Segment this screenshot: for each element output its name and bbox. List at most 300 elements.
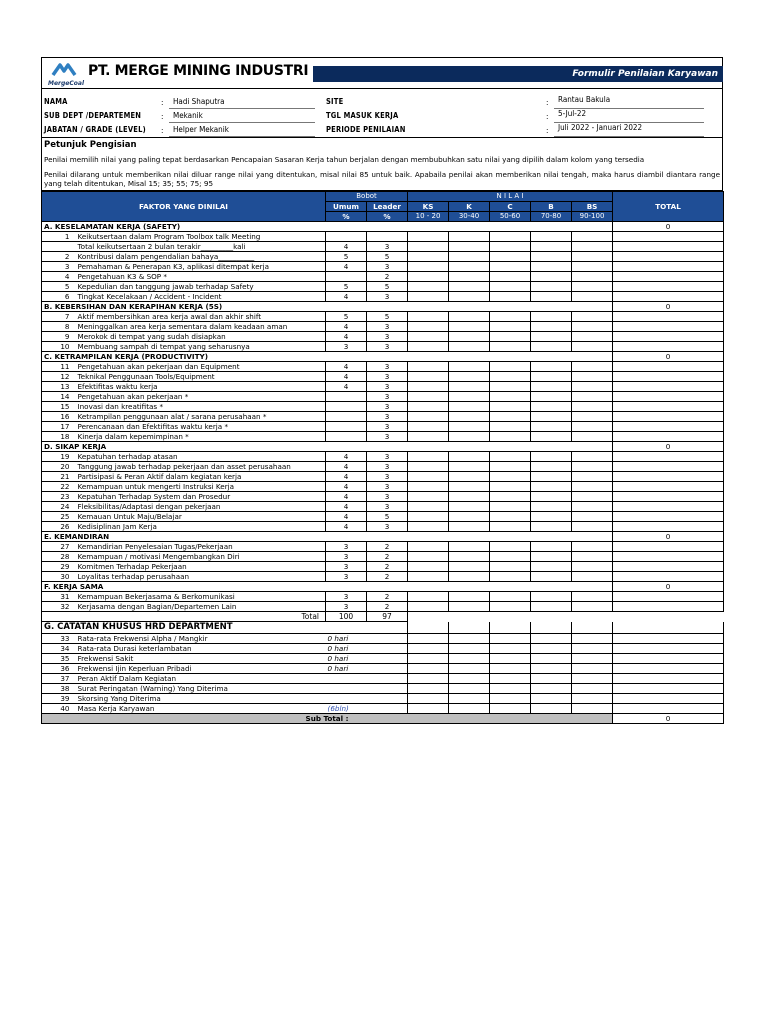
subtotal-row: [42, 714, 724, 724]
bobot-umum: 3: [326, 342, 367, 352]
criteria-row: [42, 232, 724, 242]
section-total: 0: [613, 532, 724, 542]
hrd-score-cell-c[interactable]: [490, 684, 531, 694]
hrd-score-cell-b[interactable]: [531, 634, 572, 644]
criteria-row: [42, 242, 724, 252]
section-total: 0: [613, 442, 724, 452]
score-cell-c[interactable]: [490, 562, 531, 572]
hrd-score-cell-ks[interactable]: [408, 704, 449, 714]
hrd-score-cell-ks[interactable]: [408, 634, 449, 644]
score-cell-ks[interactable]: [408, 342, 449, 352]
score-cell-k[interactable]: [449, 542, 490, 552]
score-cell-k[interactable]: [449, 322, 490, 332]
score-cell-c[interactable]: [490, 502, 531, 512]
score-cell-k[interactable]: [449, 512, 490, 522]
score-cell-c[interactable]: [490, 232, 531, 242]
score-cell-bs[interactable]: [572, 252, 613, 262]
score-cell-k[interactable]: [449, 472, 490, 482]
score-cell-k[interactable]: [449, 262, 490, 272]
score-cell-bs[interactable]: [572, 522, 613, 532]
score-cell-bs[interactable]: [572, 342, 613, 352]
criteria-number: 24: [42, 502, 76, 512]
score-cell-ks[interactable]: [408, 572, 449, 582]
svg-text:MergeCoal: MergeCoal: [48, 80, 84, 87]
score-cell-ks[interactable]: [408, 412, 449, 422]
criteria-row: [42, 362, 724, 372]
hrd-note-value: [326, 674, 408, 684]
score-cell-c[interactable]: [490, 422, 531, 432]
score-cell-bs[interactable]: [572, 402, 613, 412]
score-cell-c[interactable]: [490, 322, 531, 332]
score-cell-k[interactable]: [449, 252, 490, 262]
score-cell-c[interactable]: [490, 452, 531, 462]
criteria-row: [42, 272, 724, 282]
hrd-score-cell-c[interactable]: [490, 674, 531, 684]
score-cell-bs[interactable]: [572, 362, 613, 372]
score-cell-c[interactable]: [490, 282, 531, 292]
score-cell-ks[interactable]: [408, 522, 449, 532]
score-cell-b[interactable]: [531, 402, 572, 412]
hrd-score-cell-c[interactable]: [490, 654, 531, 664]
score-cell-k[interactable]: [449, 432, 490, 442]
bobot-umum: 5: [326, 252, 367, 262]
score-cell-b[interactable]: [531, 242, 572, 252]
score-cell-k[interactable]: [449, 282, 490, 292]
score-cell-ks[interactable]: [408, 392, 449, 402]
score-cell-k[interactable]: [449, 412, 490, 422]
hrd-score-cell-c[interactable]: [490, 664, 531, 674]
bobot-umum: [326, 412, 367, 422]
bobot-leader: 3: [367, 382, 408, 392]
score-cell-k[interactable]: [449, 372, 490, 382]
score-cell-ks[interactable]: [408, 312, 449, 322]
score-cell-bs[interactable]: [572, 242, 613, 252]
hrd-score-cell-ks[interactable]: [408, 694, 449, 704]
score-cell-c[interactable]: [490, 362, 531, 372]
criteria-text: Pengetahuan akan pekerjaan *: [76, 392, 326, 402]
hrd-score-cell-ks[interactable]: [408, 654, 449, 664]
score-cell-ks[interactable]: [408, 502, 449, 512]
score-cell-b[interactable]: [531, 422, 572, 432]
score-cell-k[interactable]: [449, 522, 490, 532]
score-cell-c[interactable]: [490, 342, 531, 352]
criteria-row: [42, 562, 724, 572]
hrd-score-cell-c[interactable]: [490, 704, 531, 714]
score-cell-bs[interactable]: [572, 282, 613, 292]
score-cell-b[interactable]: [531, 482, 572, 492]
hrd-score-cell-b[interactable]: [531, 664, 572, 674]
score-cell-k[interactable]: [449, 232, 490, 242]
hrd-note-row: [42, 664, 724, 674]
criteria-row: [42, 432, 724, 442]
score-cell-ks[interactable]: [408, 462, 449, 472]
score-cell-k[interactable]: [449, 492, 490, 502]
score-cell-b[interactable]: [531, 232, 572, 242]
hrd-score-cell-c[interactable]: [490, 644, 531, 654]
hrd-score-cell-bs[interactable]: [572, 674, 613, 684]
score-cell-ks[interactable]: [408, 402, 449, 412]
jabatan-value: Helper Mekanik: [173, 125, 229, 134]
score-cell-bs[interactable]: [572, 262, 613, 272]
score-cell-k[interactable]: [449, 602, 490, 612]
bobot-umum: 4: [326, 372, 367, 382]
criteria-row: [42, 312, 724, 322]
score-cell-ks[interactable]: [408, 362, 449, 372]
score-cell-bs[interactable]: [572, 492, 613, 502]
score-cell-b[interactable]: [531, 362, 572, 372]
criteria-text: Efektifitas waktu kerja: [76, 382, 326, 392]
row-total-cell: [613, 462, 724, 472]
criteria-text: Keikutsertaan dalam Program Toolbox talk Meeting: [76, 232, 326, 242]
criteria-text: Membuang sampah di tempat yang seharusnya: [76, 342, 326, 352]
score-cell-k[interactable]: [449, 552, 490, 562]
score-cell-c[interactable]: [490, 522, 531, 532]
umum-header: Umum: [326, 202, 367, 212]
score-cell-bs[interactable]: [572, 292, 613, 302]
hrd-score-cell-k[interactable]: [449, 644, 490, 654]
score-cell-ks[interactable]: [408, 232, 449, 242]
score-cell-b[interactable]: [531, 382, 572, 392]
hrd-score-cell-ks[interactable]: [408, 684, 449, 694]
nilai-header: N I L A I: [408, 192, 613, 202]
hrd-score-cell-c[interactable]: [490, 694, 531, 704]
score-cell-ks[interactable]: [408, 322, 449, 332]
criteria-number: 6: [42, 292, 76, 302]
score-cell-bs[interactable]: [572, 452, 613, 462]
hrd-total-cell: [613, 664, 724, 674]
row-total-cell: [613, 282, 724, 292]
score-cell-c[interactable]: [490, 332, 531, 342]
bobot-umum: 4: [326, 502, 367, 512]
score-cell-ks[interactable]: [408, 482, 449, 492]
score-cell-b[interactable]: [531, 452, 572, 462]
score-cell-bs[interactable]: [572, 602, 613, 612]
score-cell-bs[interactable]: [572, 372, 613, 382]
criteria-number: 22: [42, 482, 76, 492]
score-cell-b[interactable]: [531, 432, 572, 442]
score-cell-k[interactable]: [449, 382, 490, 392]
nama-value: Hadi Shaputra: [173, 97, 225, 106]
criteria-row: [42, 592, 724, 602]
bobot-umum: 4: [326, 382, 367, 392]
score-cell-c[interactable]: [490, 292, 531, 302]
score-cell-k[interactable]: [449, 592, 490, 602]
score-cell-c[interactable]: [490, 492, 531, 502]
score-cell-bs[interactable]: [572, 502, 613, 512]
score-cell-b[interactable]: [531, 282, 572, 292]
score-cell-c[interactable]: [490, 542, 531, 552]
score-cell-bs[interactable]: [572, 332, 613, 342]
bobot-leader: 3: [367, 492, 408, 502]
hrd-total-cell: [613, 654, 724, 664]
score-cell-c[interactable]: [490, 262, 531, 272]
score-cell-k[interactable]: [449, 242, 490, 252]
score-cell-c[interactable]: [490, 432, 531, 442]
form-title-bar: Formulir Penilaian Karyawan: [313, 66, 723, 82]
criteria-number: 8: [42, 322, 76, 332]
bobot-leader: 2: [367, 572, 408, 582]
section-row: [42, 442, 724, 452]
score-cell-bs[interactable]: [572, 412, 613, 422]
score-cell-bs[interactable]: [572, 392, 613, 402]
criteria-row: [42, 512, 724, 522]
score-cell-ks[interactable]: [408, 452, 449, 462]
section-total: 0: [613, 222, 724, 232]
score-cell-ks[interactable]: [408, 492, 449, 502]
row-total-cell: [613, 382, 724, 392]
score-cell-k[interactable]: [449, 292, 490, 302]
hrd-score-cell-k[interactable]: [449, 654, 490, 664]
bobot-leader: 3: [367, 432, 408, 442]
score-cell-ks[interactable]: [408, 272, 449, 282]
score-cell-c[interactable]: [490, 372, 531, 382]
score-cell-c[interactable]: [490, 312, 531, 322]
bobot-umum: [326, 422, 367, 432]
score-cell-c[interactable]: [490, 552, 531, 562]
bobot-leader: 3: [367, 342, 408, 352]
criteria-text: Kepatuhan Terhadap System dan Prosedur: [76, 492, 326, 502]
score-cell-k[interactable]: [449, 462, 490, 472]
score-cell-bs[interactable]: [572, 232, 613, 242]
score-cell-ks[interactable]: [408, 252, 449, 262]
score-cell-c[interactable]: [490, 392, 531, 402]
hrd-score-cell-b[interactable]: [531, 654, 572, 664]
score-cell-ks[interactable]: [408, 242, 449, 252]
site-label: SITE: [326, 97, 344, 106]
score-cell-bs[interactable]: [572, 552, 613, 562]
score-cell-ks[interactable]: [408, 382, 449, 392]
criteria-text: Inovasi dan kreatifitas *: [76, 402, 326, 412]
score-cell-bs[interactable]: [572, 322, 613, 332]
score-cell-b[interactable]: [531, 602, 572, 612]
score-cell-c[interactable]: [490, 382, 531, 392]
score-cell-bs[interactable]: [572, 422, 613, 432]
hrd-score-cell-ks[interactable]: [408, 644, 449, 654]
hrd-score-cell-ks[interactable]: [408, 664, 449, 674]
hrd-score-cell-b[interactable]: [531, 684, 572, 694]
hrd-note-value: 0 hari: [326, 644, 408, 654]
score-cell-b[interactable]: [531, 492, 572, 502]
appraisal-form: [41, 57, 723, 724]
bobot-umum: 4: [326, 492, 367, 502]
company-logo: [47, 61, 87, 87]
score-cell-ks[interactable]: [408, 552, 449, 562]
bobot-umum: 5: [326, 312, 367, 322]
score-cell-bs[interactable]: [572, 592, 613, 602]
hrd-score-cell-bs[interactable]: [572, 694, 613, 704]
total-umum: 100: [326, 612, 367, 622]
score-cell-b[interactable]: [531, 572, 572, 582]
hrd-score-cell-k[interactable]: [449, 684, 490, 694]
score-cell-ks[interactable]: [408, 542, 449, 552]
hrd-score-cell-k[interactable]: [449, 634, 490, 644]
score-cell-bs[interactable]: [572, 382, 613, 392]
score-cell-ks[interactable]: [408, 512, 449, 522]
tgl-masuk-label: TGL MASUK KERJA: [326, 111, 399, 120]
row-total-cell: [613, 512, 724, 522]
criteria-row: [42, 262, 724, 272]
criteria-number: 5: [42, 282, 76, 292]
score-cell-k[interactable]: [449, 332, 490, 342]
section-row: [42, 582, 724, 592]
score-cell-b[interactable]: [531, 252, 572, 262]
score-cell-b[interactable]: [531, 542, 572, 552]
score-cell-b[interactable]: [531, 392, 572, 402]
criteria-text: Ketrampilan penggunaan alat / sarana perusahaan *: [76, 412, 326, 422]
score-cell-b[interactable]: [531, 472, 572, 482]
bobot-leader: 3: [367, 452, 408, 462]
hrd-note-number: 36: [42, 664, 76, 674]
criteria-number: 29: [42, 562, 76, 572]
criteria-row: [42, 482, 724, 492]
row-total-cell: [613, 242, 724, 252]
score-cell-c[interactable]: [490, 512, 531, 522]
row-total-cell: [613, 432, 724, 442]
score-cell-b[interactable]: [531, 322, 572, 332]
score-cell-c[interactable]: [490, 242, 531, 252]
hrd-score-cell-bs[interactable]: [572, 704, 613, 714]
bobot-umum: [326, 402, 367, 412]
score-cell-bs[interactable]: [572, 312, 613, 322]
score-cell-k[interactable]: [449, 342, 490, 352]
score-cell-ks[interactable]: [408, 282, 449, 292]
score-cell-k[interactable]: [449, 392, 490, 402]
site-value: Rantau Bakula: [558, 95, 611, 104]
hrd-score-cell-b[interactable]: [531, 674, 572, 684]
score-cell-bs[interactable]: [572, 462, 613, 472]
row-total-cell: [613, 482, 724, 492]
hrd-note-value: 0 hari: [326, 664, 408, 674]
score-cell-b[interactable]: [531, 262, 572, 272]
hrd-score-cell-k[interactable]: [449, 674, 490, 684]
score-cell-bs[interactable]: [572, 512, 613, 522]
score-cell-b[interactable]: [531, 292, 572, 302]
score-cell-c[interactable]: [490, 412, 531, 422]
hrd-score-cell-bs[interactable]: [572, 654, 613, 664]
score-cell-c[interactable]: [490, 402, 531, 412]
row-total-cell: [613, 602, 724, 612]
score-cell-ks[interactable]: [408, 332, 449, 342]
score-cell-ks[interactable]: [408, 602, 449, 612]
score-cell-b[interactable]: [531, 552, 572, 562]
score-cell-k[interactable]: [449, 452, 490, 462]
bobot-leader: 3: [367, 412, 408, 422]
score-cell-ks[interactable]: [408, 562, 449, 572]
section-total: 0: [613, 582, 724, 592]
score-cell-b[interactable]: [531, 462, 572, 472]
score-cell-b[interactable]: [531, 342, 572, 352]
score-cell-c[interactable]: [490, 592, 531, 602]
score-cell-ks[interactable]: [408, 372, 449, 382]
score-cell-k[interactable]: [449, 312, 490, 322]
score-cell-bs[interactable]: [572, 272, 613, 282]
score-cell-k[interactable]: [449, 572, 490, 582]
hrd-score-cell-bs[interactable]: [572, 644, 613, 654]
score-cell-c[interactable]: [490, 252, 531, 262]
score-cell-b[interactable]: [531, 502, 572, 512]
score-cell-bs[interactable]: [572, 572, 613, 582]
criteria-text: Pemahaman & Penerapan K3, aplikasi ditempat kerja: [76, 262, 326, 272]
score-cell-k[interactable]: [449, 362, 490, 372]
hrd-score-cell-ks[interactable]: [408, 674, 449, 684]
score-cell-bs[interactable]: [572, 562, 613, 572]
grade-b: B: [531, 202, 572, 212]
grade-k: K: [449, 202, 490, 212]
score-cell-c[interactable]: [490, 482, 531, 492]
hrd-score-cell-c[interactable]: [490, 634, 531, 644]
hrd-score-cell-bs[interactable]: [572, 684, 613, 694]
score-cell-b[interactable]: [531, 332, 572, 342]
bobot-leader: 3: [367, 362, 408, 372]
score-cell-ks[interactable]: [408, 592, 449, 602]
score-cell-ks[interactable]: [408, 262, 449, 272]
subtotal-label: Sub Total :: [42, 714, 613, 724]
hrd-score-cell-b[interactable]: [531, 644, 572, 654]
bobot-umum: [326, 232, 367, 242]
score-cell-c[interactable]: [490, 272, 531, 282]
score-cell-bs[interactable]: [572, 482, 613, 492]
score-cell-k[interactable]: [449, 422, 490, 432]
score-cell-ks[interactable]: [408, 472, 449, 482]
criteria-text: Perencanaan dan Efektifitas waktu kerja *: [76, 422, 326, 432]
score-cell-ks[interactable]: [408, 432, 449, 442]
score-cell-bs[interactable]: [572, 472, 613, 482]
bobot-umum: 3: [326, 562, 367, 572]
hrd-note-row: [42, 704, 724, 714]
score-cell-b[interactable]: [531, 522, 572, 532]
hrd-score-cell-bs[interactable]: [572, 664, 613, 674]
score-cell-b[interactable]: [531, 412, 572, 422]
score-cell-c[interactable]: [490, 472, 531, 482]
score-cell-c[interactable]: [490, 572, 531, 582]
score-cell-b[interactable]: [531, 592, 572, 602]
hrd-note-number: 39: [42, 694, 76, 704]
score-cell-k[interactable]: [449, 562, 490, 572]
score-cell-b[interactable]: [531, 372, 572, 382]
score-cell-b[interactable]: [531, 312, 572, 322]
section-title: D. SIKAP KERJA: [42, 442, 613, 452]
hrd-score-cell-bs[interactable]: [572, 634, 613, 644]
score-cell-b[interactable]: [531, 272, 572, 282]
bobot-leader: 3: [367, 332, 408, 342]
hrd-score-cell-k[interactable]: [449, 664, 490, 674]
score-cell-k[interactable]: [449, 482, 490, 492]
score-cell-b[interactable]: [531, 512, 572, 522]
hrd-score-cell-k[interactable]: [449, 694, 490, 704]
criteria-number: 26: [42, 522, 76, 532]
hrd-note-row: [42, 654, 724, 664]
score-cell-k[interactable]: [449, 502, 490, 512]
score-cell-bs[interactable]: [572, 542, 613, 552]
score-cell-bs[interactable]: [572, 432, 613, 442]
hrd-score-cell-b[interactable]: [531, 704, 572, 714]
bobot-leader: 5: [367, 282, 408, 292]
score-cell-c[interactable]: [490, 602, 531, 612]
score-cell-k[interactable]: [449, 272, 490, 282]
hrd-score-cell-b[interactable]: [531, 694, 572, 704]
hrd-score-cell-k[interactable]: [449, 704, 490, 714]
score-cell-ks[interactable]: [408, 292, 449, 302]
score-cell-k[interactable]: [449, 402, 490, 412]
criteria-row: [42, 502, 724, 512]
score-cell-b[interactable]: [531, 562, 572, 572]
criteria-row: [42, 402, 724, 412]
criteria-row: [42, 382, 724, 392]
bobot-leader: 2: [367, 602, 408, 612]
score-cell-ks[interactable]: [408, 422, 449, 432]
criteria-number: 13: [42, 382, 76, 392]
score-cell-c[interactable]: [490, 462, 531, 472]
